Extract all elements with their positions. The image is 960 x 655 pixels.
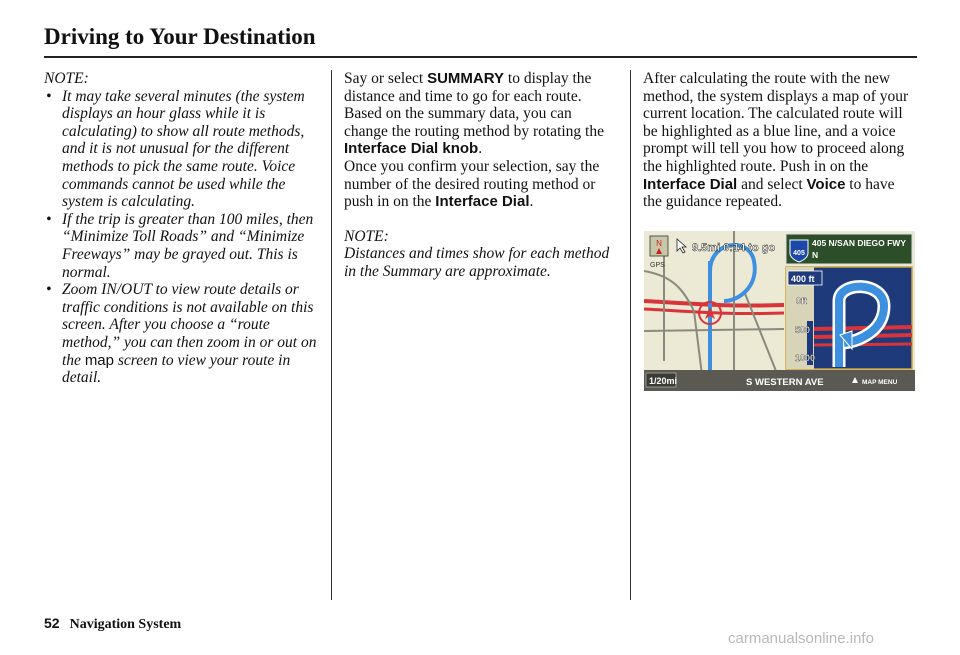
text: Say or select bbox=[344, 70, 428, 87]
note-item: • If the trip is greater than 100 miles, then “Minimize Toll Roads” and “Minimize Freeways” may be grayed out. This is normal. bbox=[44, 211, 322, 281]
shield-number: 405 bbox=[793, 250, 805, 257]
column-summary bbox=[344, 70, 618, 281]
note-text: screen to view your route in detail. bbox=[62, 351, 291, 387]
text: Once you confirm your selection, say the number of the desired routing method or push in on the bbox=[344, 157, 600, 211]
current-street: S WESTERN AVE bbox=[746, 377, 824, 388]
text: to have the guidance repeated. bbox=[643, 175, 895, 211]
map-menu-button[interactable]: MAP MENU bbox=[862, 379, 898, 386]
note-item bbox=[44, 281, 322, 387]
navigation-screen bbox=[644, 231, 915, 391]
interface-dial-keyword: Interface Dial bbox=[643, 175, 738, 193]
confirm-paragraph bbox=[344, 158, 618, 211]
bar-label: 0ft bbox=[796, 296, 807, 306]
interface-dial-knob-keyword: Interface Dial knob bbox=[344, 140, 479, 158]
column-notes bbox=[44, 70, 322, 387]
watermark: carmanualsonline.info bbox=[728, 630, 874, 647]
note-text: Zoom IN/OUT to view route details or traffic conditions is not available on this screen. After you choose a “route method,” you can then zoom in or out on the bbox=[62, 281, 317, 369]
column-divider bbox=[630, 70, 631, 600]
text: After calculating the route with the new method, the system displays a map of your current location. The calculated route will be highlighted as a blue line, and a voice prompt will tell you how to proceed along the highlighted route. Push in on the bbox=[643, 70, 909, 175]
text: and select bbox=[737, 175, 807, 193]
page-number: 52 bbox=[44, 615, 60, 631]
column-divider bbox=[331, 70, 332, 600]
interface-dial-keyword: Interface Dial bbox=[435, 193, 530, 211]
note-heading: NOTE: bbox=[344, 227, 389, 245]
page-title: Driving to Your Destination bbox=[44, 24, 316, 49]
next-street-line2: N bbox=[812, 250, 819, 260]
column-route bbox=[643, 70, 915, 211]
map-scale: 1/20mi bbox=[649, 376, 678, 386]
voice-keyword: Voice bbox=[806, 175, 846, 193]
summary-paragraph bbox=[344, 70, 618, 158]
text: . bbox=[529, 193, 534, 211]
section-name: Navigation System bbox=[69, 617, 182, 632]
bar-label: 1000 bbox=[795, 353, 816, 363]
page-footer bbox=[44, 615, 181, 633]
distance-box-label: 400 ft bbox=[791, 274, 815, 284]
summary-keyword: SUMMARY bbox=[427, 70, 505, 87]
gps-label: GPS bbox=[650, 262, 665, 269]
note-item: • It may take several minutes (the system displays an hour glass while it is calculating) to show all route methods, and it is not unusual for the different methods to pick the same route. Voice commands cannot be used while the system is calculating. bbox=[44, 88, 322, 211]
route-paragraph bbox=[643, 70, 915, 211]
next-street-line1: 405 N/SAN DIEGO FWY bbox=[812, 238, 906, 248]
text: . bbox=[478, 140, 483, 158]
text: to display the distance and time to go for each route. Based on the summary data, you can change the routing method by rotating the bbox=[344, 70, 604, 140]
map-keyword: map bbox=[84, 351, 114, 369]
note-list bbox=[44, 88, 322, 387]
note-text: Distances and times show for each method in the Summary are approximate. bbox=[344, 245, 610, 280]
note-heading: NOTE: bbox=[44, 70, 89, 87]
compass-label: N bbox=[656, 239, 662, 248]
title-rule bbox=[44, 56, 917, 58]
distance-time-readout: 9.5mi 0:14 to go bbox=[692, 242, 776, 254]
bar-label: 500 bbox=[795, 325, 811, 335]
